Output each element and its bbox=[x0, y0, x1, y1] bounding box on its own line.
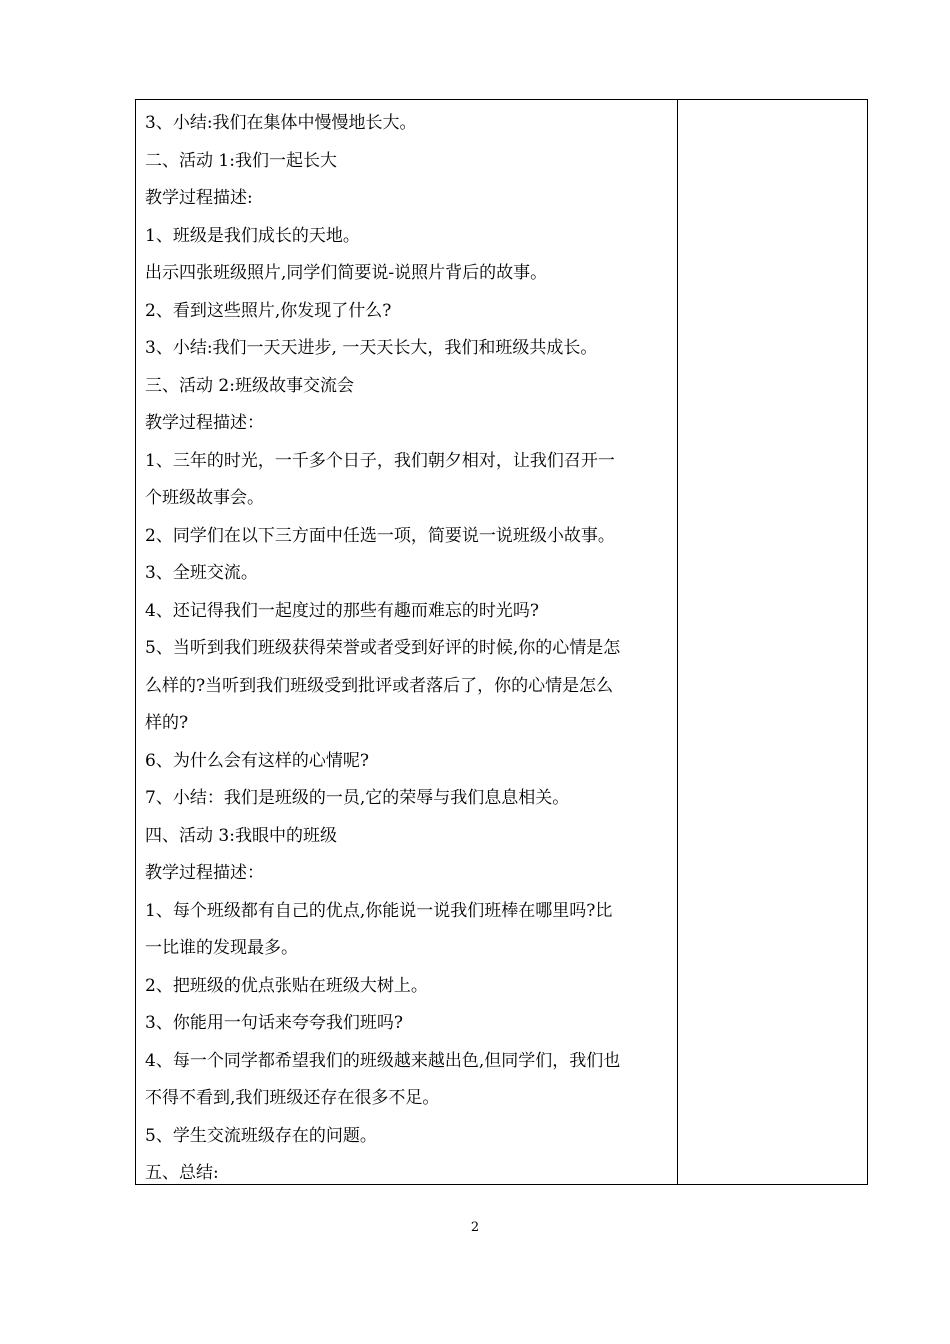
text-line: 3、你能用一句话来夸夸我们班吗? bbox=[145, 1013, 403, 1033]
notes-cell bbox=[678, 100, 867, 1184]
text-line: 三、活动 2:班级故事交流会 bbox=[145, 375, 354, 396]
lesson-lines bbox=[145, 105, 673, 1193]
text-line: 3、小结:我们在集体中慢慢地长大。 bbox=[145, 113, 417, 133]
text-line: 二、活动 1:我们一起长大 bbox=[145, 150, 337, 171]
text-line: 五、总结: bbox=[145, 1163, 219, 1183]
page-number: 2 bbox=[470, 1220, 480, 1235]
text-line: 教学过程描述： bbox=[145, 413, 264, 433]
text-line: 不得不看到,我们班级还存在很多不足。 bbox=[145, 1088, 440, 1108]
text-line: 一比谁的发现最多。 bbox=[145, 938, 298, 958]
text-line: 出示四张班级照片,同学们简要说-说照片背后的故事。 bbox=[145, 263, 548, 283]
text-line: 1、班级是我们成长的天地。 bbox=[145, 225, 360, 246]
text-line: 四、活动 3:我眼中的班级 bbox=[145, 825, 337, 846]
text-line: 7、小结：我们是班级的一员,它的荣辱与我们息息相关。 bbox=[145, 788, 570, 808]
text-line: 5、学生交流班级存在的问题。 bbox=[145, 1125, 377, 1146]
text-line: 样的? bbox=[145, 713, 189, 733]
text-line: 1、三年的时光，一千多个日子，我们朝夕相对，让我们召开一 bbox=[145, 450, 615, 471]
text-line: 个班级故事会。 bbox=[145, 488, 264, 508]
text-line: 2、同学们在以下三方面中任选一项，简要说一说班级小故事。 bbox=[145, 525, 615, 546]
text-line: 3、小结:我们一天天进步, 一天天长大，我们和班级共成长。 bbox=[145, 338, 598, 358]
text-line: 2、把班级的优点张贴在班级大树上。 bbox=[145, 975, 428, 996]
text-line: 2、看到这些照片,你发现了什么? bbox=[145, 300, 392, 321]
text-line: 教学过程描述: bbox=[145, 188, 253, 208]
text-line: 4、每一个同学都希望我们的班级越来越出色,但同学们，我们也 bbox=[145, 1050, 621, 1071]
text-line: 么样的?当听到我们班级受到批评或者落后了，你的心情是怎么 bbox=[145, 675, 614, 696]
lesson-content-cell bbox=[136, 100, 678, 1184]
text-line: 教学过程描述： bbox=[145, 863, 264, 883]
lesson-table bbox=[135, 99, 868, 1185]
text-line: 4、还记得我们一起度过的那些有趣而难忘的时光吗? bbox=[145, 600, 539, 621]
text-line: 3、全班交流。 bbox=[145, 563, 258, 583]
text-line: 1、每个班级都有自己的优点,你能说一说我们班棒在哪里吗?比 bbox=[145, 900, 613, 921]
text-line: 5、当听到我们班级获得荣誉或者受到好评的时候,你的心情是怎 bbox=[145, 638, 621, 658]
text-line: 6、为什么会有这样的心情呢? bbox=[145, 750, 369, 771]
